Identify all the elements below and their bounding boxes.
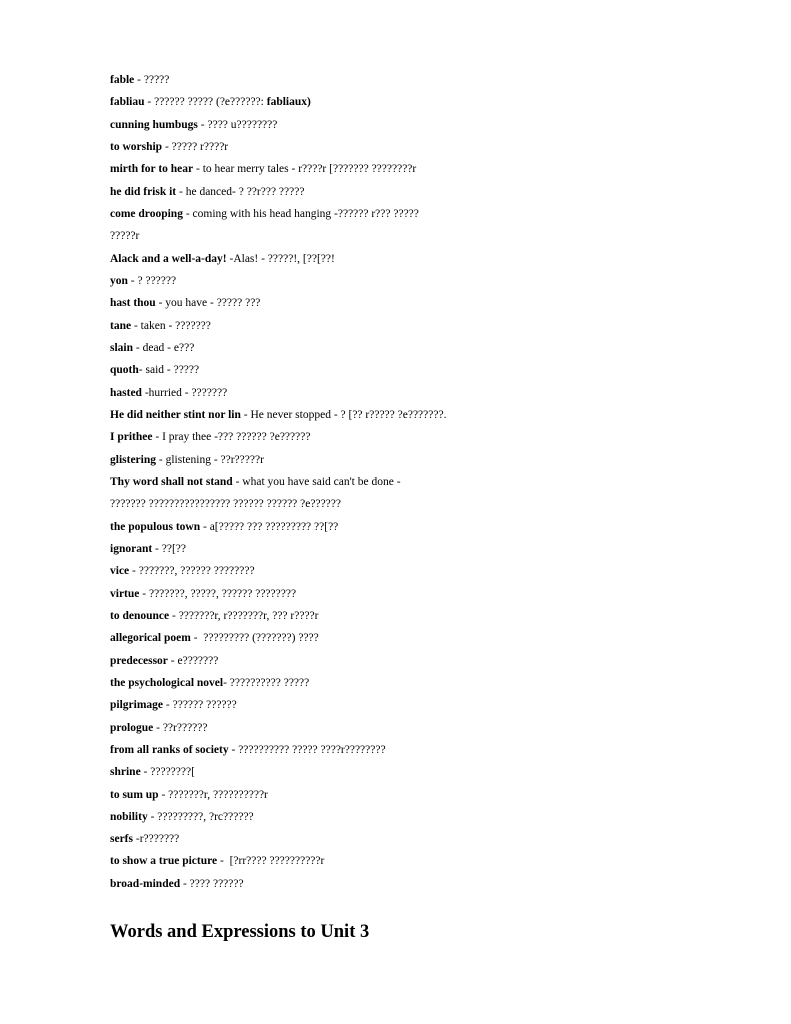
glossary-term: from all ranks of society (110, 743, 229, 756)
glossary-entry (110, 248, 710, 270)
glossary-term: I prithee (110, 431, 153, 444)
glossary-entry (110, 181, 710, 203)
glossary-definition: - ? ?????? (127, 274, 177, 287)
glossary-term: to worship (110, 140, 163, 153)
glossary-definition: - ???? ?????? (180, 877, 244, 890)
glossary-term: pilgrimage (110, 699, 164, 712)
glossary-definition: - coming with his head hanging -?????? r??? ????? (182, 207, 419, 220)
glossary-entry (110, 761, 710, 783)
glossary-term: hast thou (110, 297, 156, 310)
glossary-entry (110, 158, 710, 180)
glossary-entry (110, 493, 710, 515)
glossary-entry (110, 404, 710, 426)
glossary-entry (110, 694, 710, 716)
glossary-entry (110, 850, 710, 872)
glossary-definition: -Alas! - ?????!, [??[??! (226, 252, 335, 265)
glossary-entry (110, 337, 710, 359)
glossary-definition: - ????? (134, 74, 170, 86)
glossary-definition: -r??????? (133, 833, 180, 846)
glossary-entry (110, 270, 710, 292)
glossary-definition: - ???? u???????? (197, 118, 278, 131)
glossary-term: slain (110, 341, 134, 354)
glossary-term: yon (110, 274, 128, 287)
glossary-term: quoth (110, 364, 139, 377)
glossary-definition: - ??r?????? (153, 721, 208, 734)
section-heading: Words and Expressions to Unit 3 (110, 922, 370, 942)
glossary-entry (110, 516, 710, 538)
glossary-entry (110, 627, 710, 649)
glossary-entry (110, 605, 710, 627)
glossary-definition: - ?????????? ????? ????r???????? (228, 743, 386, 756)
glossary-term: mirth for to hear (110, 163, 194, 176)
glossary-definition: - ???????r, r???????r, ??? r????r (169, 609, 319, 622)
glossary-definition: - taken - ??????? (131, 319, 211, 332)
glossary-term: tane (110, 319, 132, 332)
glossary-definition: - ?????? ????? (?e??????: (144, 96, 267, 109)
glossary-term: vice (110, 565, 130, 578)
glossary-definition-bold: fabliaux) (266, 96, 311, 109)
glossary-definition: - ????????? (???????) ???? (190, 632, 319, 645)
glossary-term: Thy word shall not stand (110, 475, 233, 488)
glossary-term: broad-minded (110, 877, 181, 890)
glossary-entry (110, 449, 710, 471)
glossary-definition: - [?rr???? ??????????r (217, 855, 325, 868)
glossary-entry (110, 560, 710, 582)
glossary-term: fabliau (110, 96, 145, 109)
glossary-definition: - ???????, ?????, ?????? ???????? (139, 587, 297, 600)
glossary-entry (110, 828, 710, 850)
glossary-definition: - ?????????? ????? (223, 676, 310, 689)
glossary-term: allegorical poem (110, 632, 191, 645)
glossary-term: Alack and a well-a-day! (110, 252, 227, 265)
glossary-term: the populous town (110, 520, 201, 533)
glossary-entry (110, 292, 710, 314)
glossary-definition: - said - ????? (138, 364, 200, 377)
glossary-entry (110, 784, 710, 806)
glossary-entry (110, 873, 710, 895)
glossary-term: hasted (110, 386, 142, 399)
glossary-definition: - glistening - ??r?????r (156, 453, 264, 466)
glossary-definition: - he danced- ? ??r??? ????? (176, 185, 305, 198)
glossary-definition: - He never stopped - ? [?? r????? ?e???????. (240, 408, 447, 421)
glossary-term: come drooping (110, 207, 183, 220)
glossary-definition: - e??????? (167, 654, 219, 667)
glossary-definition: - ????? r????r (162, 140, 229, 153)
glossary-definition: - to hear merry tales - r????r [??????? ????????r (193, 163, 417, 176)
glossary-term: ignorant (110, 542, 153, 555)
glossary-definition: - ?????????, ?rc?????? (147, 810, 254, 823)
glossary-term: serfs (110, 833, 133, 846)
glossary-entry (110, 672, 710, 694)
glossary-definition: - ?????? ?????? (163, 699, 237, 712)
glossary-term: the psychological novel (110, 676, 224, 689)
glossary-term: to sum up (110, 788, 159, 801)
glossary-entry (110, 91, 710, 113)
glossary-entry (110, 739, 710, 761)
glossary-entry (110, 136, 710, 158)
glossary-term: fable (110, 74, 135, 86)
glossary-entry (110, 225, 710, 247)
glossary-definition: - ??[?? (152, 542, 186, 555)
glossary-definition: ??????? ???????????????? ?????? ?????? ?e?????? (110, 498, 341, 511)
glossary-definition: - dead - e??? (133, 341, 195, 354)
glossary-term: nobility (110, 810, 148, 823)
glossary-definition: - I pray thee -??? ?????? ?e?????? (152, 431, 311, 444)
glossary-entry (110, 203, 710, 225)
glossary-term: shrine (110, 766, 141, 779)
glossary-term: cunning humbugs (110, 118, 198, 131)
glossary-entry (110, 315, 710, 337)
glossary-term: glistering (110, 453, 156, 466)
glossary-entry (110, 382, 710, 404)
glossary-definition: - what you have said can't be done - (232, 475, 401, 488)
glossary-term: He did neither stint nor lin (110, 408, 241, 421)
glossary-entry (110, 114, 710, 136)
glossary-entry (110, 359, 710, 381)
glossary-entry (110, 583, 710, 605)
glossary-entry (110, 717, 710, 739)
glossary-entry (110, 69, 710, 91)
glossary-entry (110, 538, 710, 560)
glossary-list (110, 69, 710, 895)
glossary-definition: - a[????? ??? ????????? ??[?? (200, 520, 339, 533)
glossary-entry (110, 426, 710, 448)
glossary-term: prologue (110, 721, 154, 734)
glossary-definition: -hurried - ??????? (141, 386, 228, 399)
glossary-term: virtue (110, 587, 140, 600)
glossary-entry (110, 471, 710, 493)
glossary-term: predecessor (110, 654, 168, 667)
glossary-definition: - you have - ????? ??? (155, 297, 261, 310)
glossary-definition: - ????????[ (140, 766, 195, 779)
glossary-definition: - ???????, ?????? ???????? (129, 565, 255, 578)
glossary-definition: ?????r (110, 230, 140, 243)
glossary-definition: - ???????r, ??????????r (158, 788, 268, 801)
glossary-term: to denounce (110, 609, 170, 622)
glossary-entry (110, 806, 710, 828)
glossary-term: he did frisk it (110, 185, 177, 198)
glossary-entry (110, 650, 710, 672)
glossary-term: to show a true picture (110, 855, 218, 868)
